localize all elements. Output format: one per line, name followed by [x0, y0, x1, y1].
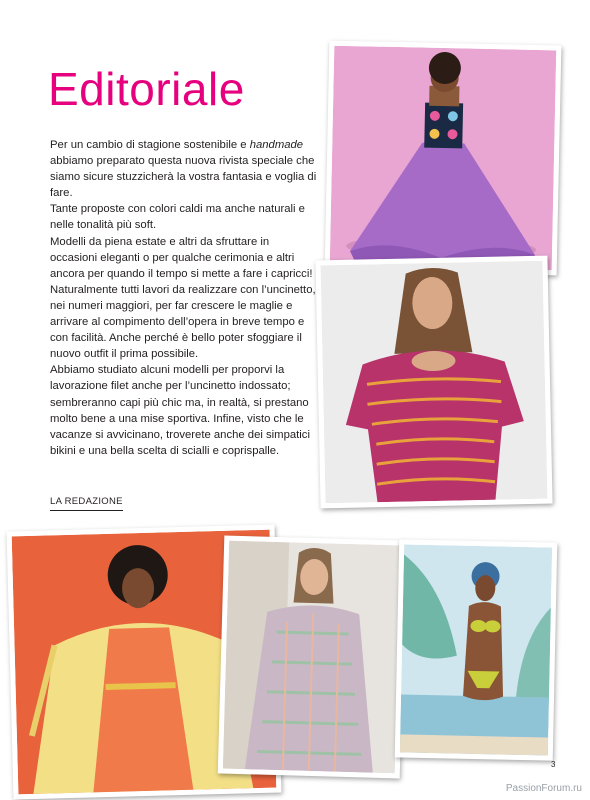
paragraph-1 — [50, 137, 318, 201]
editorial-body — [50, 137, 318, 459]
paragraph-1-italic: handmade — [249, 139, 304, 151]
photo-striped-top — [315, 256, 552, 509]
photo-purple-dress — [325, 41, 562, 276]
paragraph-4: Abbiamo studiato alcuni modelli per proporvi la lavorazione filet anche per l’uncinetto indossato; sembreranno capi più chic ma, in realtà, si prestano molto bene a una mise sportiva. Infine, visto che le vacanze si avvicinano, troverete anche dei simpatici bikini e una bella scelta di scialli e coprispalle. — [50, 364, 310, 457]
paragraph-1-end: abbiamo preparato questa nuova rivista speciale che siamo sicure stuzzicherà la vostra fantasia e voglia di fare. — [50, 155, 317, 200]
photo-bikini-beach — [395, 539, 558, 760]
page-number: 3 — [551, 760, 556, 769]
watermark: PassionForum.ru — [505, 783, 582, 794]
paragraph-1-start: Per un cambio di stagione sostenibile e — [50, 139, 250, 151]
paragraph-3: Modelli da piena estate e altri da sfruttare in occasioni eleganti o per qualche cerimonia e altri ancora per quando il tempo si mette a fare i capricci! Naturalmente tutti lavori da realizzare con l’uncinetto, nei numeri maggiori, per far crescere le maglie e arrivare al compimento dell’opera in breve tempo e con facilità. Anche perché è bello poter sfoggiare il nuovo outfit il prima possibile. — [50, 235, 316, 361]
paragraph-2: Tante proposte con colori caldi ma anche naturali e nelle tonalità più soft. — [50, 203, 305, 232]
page-title: Editoriale — [48, 63, 245, 115]
photo-filet-cardigan — [218, 536, 407, 779]
signature: LA REDAZIONE — [50, 496, 123, 511]
